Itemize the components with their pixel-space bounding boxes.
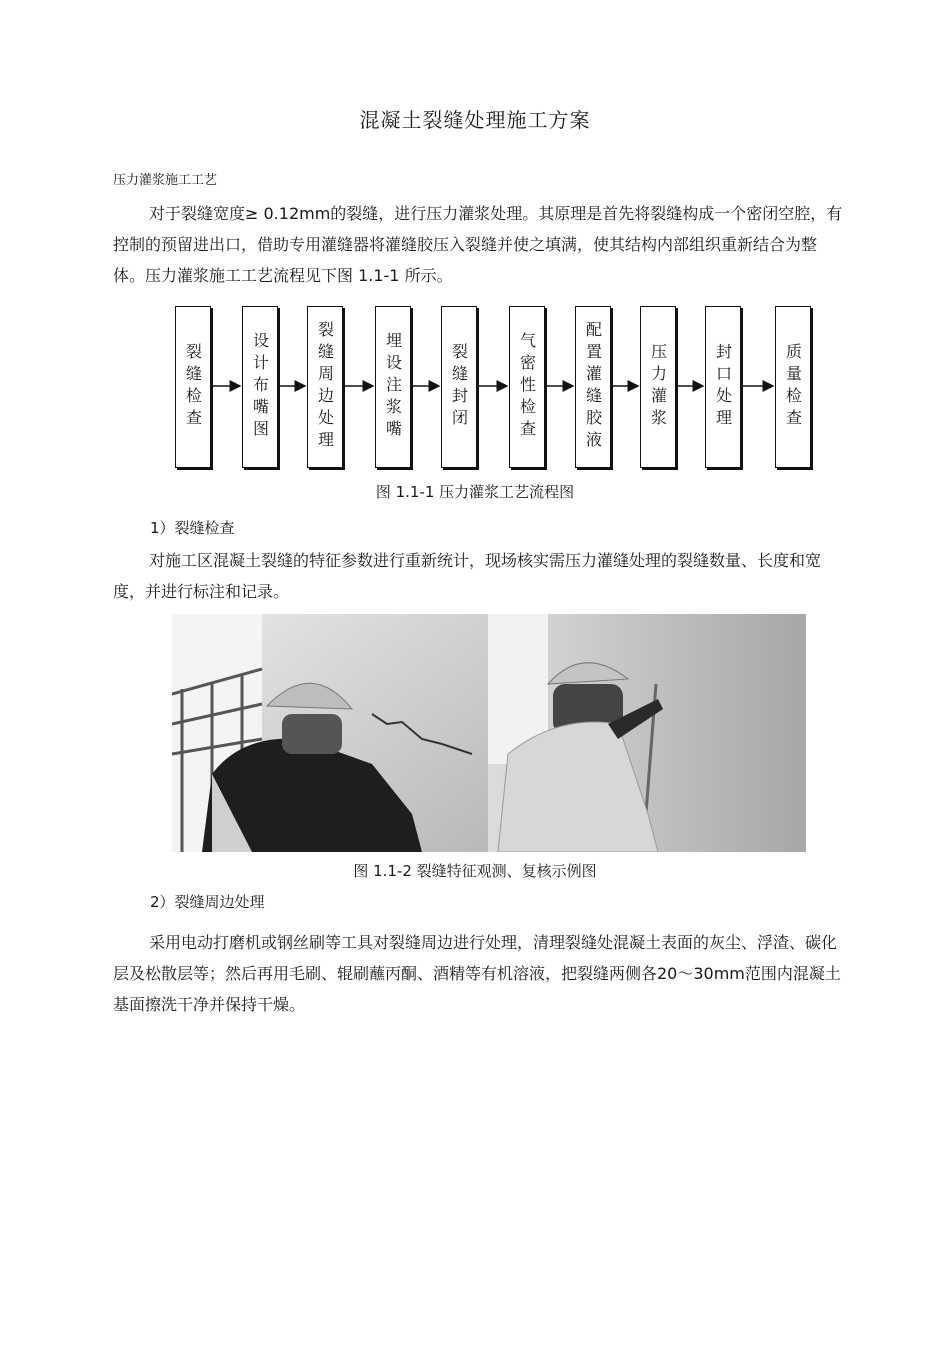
- flow-step-box: [242, 306, 278, 468]
- photo-crack-inspection-right: [488, 614, 806, 852]
- flow-step-box: [640, 306, 676, 468]
- flow-step-label: 质量检查: [783, 343, 803, 431]
- step-1-heading: 1）裂缝检查: [150, 519, 235, 537]
- flow-step-label: 配置灌缝胶液: [583, 321, 603, 453]
- flow-step-box: [375, 306, 411, 468]
- step-1-paragraph: [113, 545, 843, 607]
- flow-step-label: 裂缝封闭: [449, 343, 469, 431]
- intro-paragraph: [113, 198, 843, 291]
- step-2-heading: 2）裂缝周边处理: [150, 893, 265, 911]
- flow-step-label: 埋设注浆嘴: [383, 332, 403, 442]
- flow-step-label: 裂缝周边处理: [315, 321, 335, 453]
- page-title: 混凝土裂缝处理施工方案: [359, 108, 591, 132]
- flow-step-label: 封口处理: [713, 343, 733, 431]
- flow-step-box: [441, 306, 477, 468]
- flow-step-label: 气密性检查: [517, 332, 537, 442]
- flow-step-box: [775, 306, 811, 468]
- step-1-text: 对施工区混凝土裂缝的特征参数进行重新统计，现场核实需压力灌缝处理的裂缝数量、长度和宽度，并进行标注和记录。: [113, 551, 822, 601]
- step-2-text: 采用电动打磨机或钢丝刷等工具对裂缝周边进行处理，清理裂缝处混凝土表面的灰尘、浮渣、碳化层及松散层等；然后再用毛刷、辊刷蘸丙酮、酒精等有机溶液，把裂缝两侧各20～30mm范围内混凝土基面擦洗干净并保持干燥。: [113, 933, 841, 1014]
- flow-step-label: 压力灌浆: [648, 343, 668, 431]
- intro-paragraph-text: 对于裂缝宽度≥ 0.12mm的裂缝，进行压力灌浆处理。其原理是首先将裂缝构成一个密闭空腔，有控制的预留进出口，借助专用灌缝器将灌缝胶压入裂缝并使之填满，使其结构内部组织重新结合为整体。压力灌浆施工工艺流程见下图 1.1-1 所示。: [113, 204, 843, 285]
- flow-step-box: [175, 306, 211, 468]
- figure-2-caption: 图 1.1-2 裂缝特征观测、复核示例图: [353, 862, 597, 880]
- figure-1-caption: 图 1.1-1 压力灌浆工艺流程图: [375, 483, 575, 501]
- photo-crack-inspection-left: [172, 614, 488, 852]
- process-flowchart: [175, 306, 815, 468]
- section-heading: 压力灌浆施工工艺: [113, 173, 218, 188]
- step-2-paragraph: [113, 927, 843, 1020]
- flow-step-box: [705, 306, 741, 468]
- flow-step-box: [575, 306, 611, 468]
- flow-step-box: [307, 306, 343, 468]
- flow-step-label: 裂缝检查: [183, 343, 203, 431]
- flow-step-label: 设计布嘴图: [250, 332, 270, 442]
- flow-step-box: [509, 306, 545, 468]
